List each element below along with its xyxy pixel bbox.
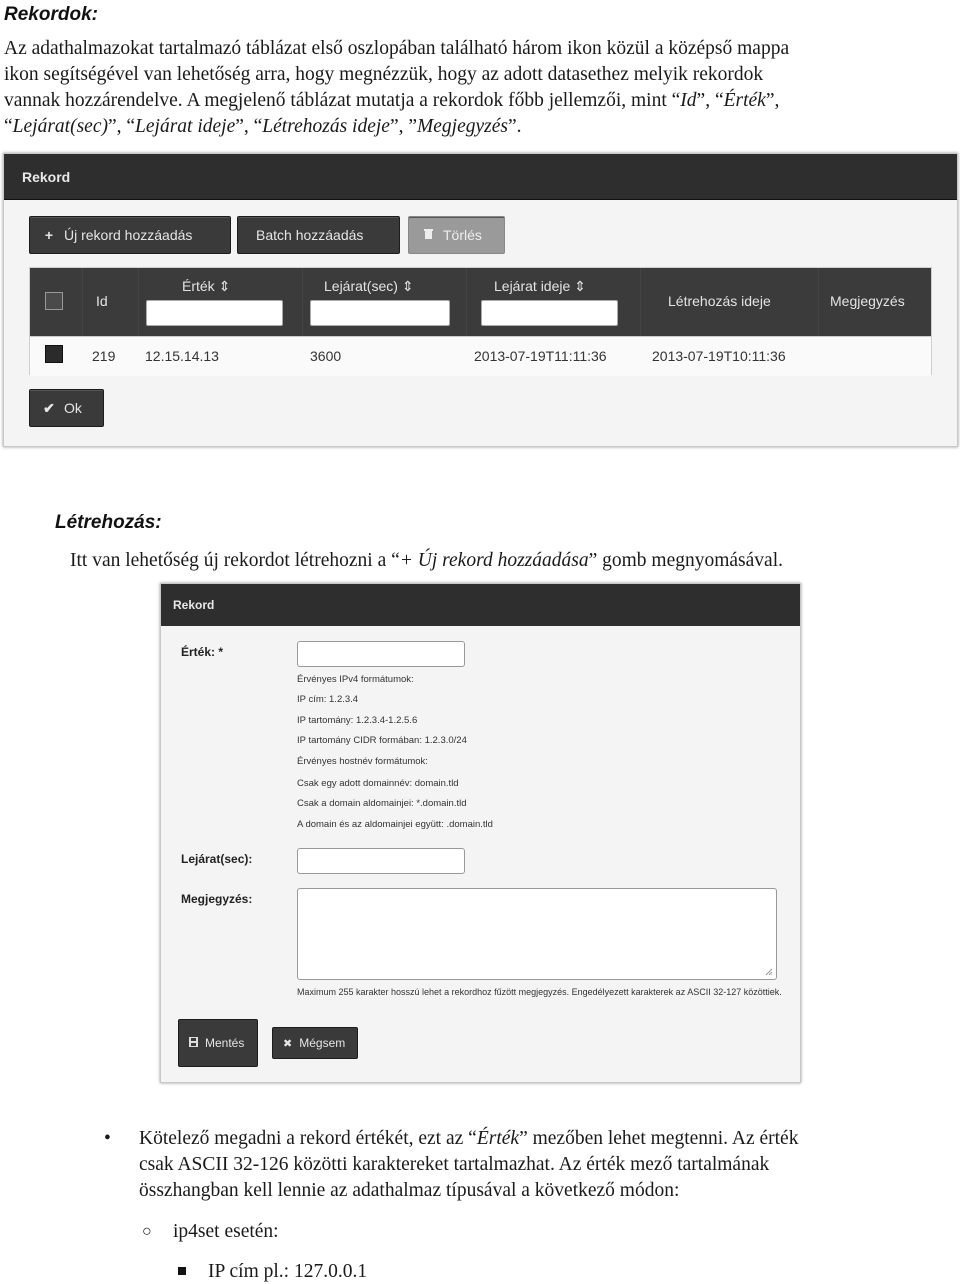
ertek-hint-3: IP tartomány: 1.2.3.4-1.2.5.6	[297, 715, 418, 726]
table-row[interactable]	[30, 336, 931, 376]
ertek-hint-2: IP cím: 1.2.3.4	[297, 694, 359, 705]
intro-line-4: “Lejárat(sec)”, “Lejárat ideje”, “Létrehozás ideje”, ”Megjegyzés”.	[4, 116, 522, 137]
intro-line-2: ikon segítségével van lehetőség arra, hogy megnézzük, hogy az adott datasethez melyik rekordok	[4, 64, 764, 85]
cell-ertek: 12.15.14.13	[145, 348, 219, 364]
megjegyzes-textarea[interactable]	[297, 888, 777, 980]
records-table	[29, 267, 932, 375]
col-id[interactable]: Id	[96, 293, 108, 309]
square-bullet-marker	[178, 1267, 186, 1275]
cell-id: 219	[92, 348, 116, 364]
records-table-header	[30, 268, 931, 336]
ertek-filter-input[interactable]	[146, 300, 283, 326]
col-letrehozas-ideje[interactable]: Létrehozás ideje	[668, 293, 771, 309]
sub-bullet-marker: ○	[142, 1223, 152, 1240]
sort-icon: ⇕	[218, 278, 231, 294]
check-icon: ✔	[43, 399, 55, 416]
megjegyzes-label: Megjegyzés:	[181, 892, 253, 906]
col-lejarat-ideje[interactable]: Lejárat ideje ⇕	[494, 278, 586, 294]
cell-lejarat-sec: 3600	[310, 348, 342, 364]
rekord-form-title: Rekord	[173, 598, 215, 612]
lejarat-ideje-filter-input[interactable]	[481, 300, 618, 326]
select-all-checkbox[interactable]	[45, 292, 63, 310]
col-ertek[interactable]: Érték ⇕	[182, 278, 231, 294]
list-item: Kötelező megadni a rekord értékét, ezt az “Érték” mezőben lehet megtenni. Az érték csak ASCII 32-126 közötti karaktereket tartalmazhat. Az érték mező tartalmának összhangban kell lennie az adathalmaz típusával a következő módon:	[139, 1128, 799, 1201]
lejarat-label: Lejárat(sec):	[181, 852, 253, 866]
sort-icon: ⇕	[574, 278, 586, 294]
delete-button[interactable]: Törlés	[408, 216, 505, 254]
ertek-input[interactable]	[297, 641, 465, 667]
trash-icon	[421, 228, 435, 243]
ertek-label: Érték: *	[181, 645, 224, 659]
rekord-list-titlebar	[4, 154, 957, 200]
batch-add-button[interactable]: Batch hozzáadás	[237, 216, 400, 254]
bullet-marker: •	[104, 1128, 111, 1149]
rekord-list-title: Rekord	[22, 169, 71, 185]
cell-lejarat-ideje: 2013-07-19T11:11:36	[474, 348, 607, 364]
close-icon: ✖	[283, 1037, 293, 1050]
ertek-hint-7: Csak a domain aldomainjei: *.domain.tld	[297, 798, 467, 809]
save-icon	[189, 1037, 198, 1050]
lejarat-sec-filter-input[interactable]	[310, 300, 450, 326]
list-item: ip4set esetén:	[173, 1221, 279, 1242]
row-checkbox[interactable]	[45, 345, 63, 363]
letrehozas-text: Itt van lehetőség új rekordot létrehozni a “+ Új rekord hozzáadása” gomb megnyomásával.	[70, 550, 784, 571]
rekordok-intro	[4, 36, 789, 140]
sort-icon: ⇕	[401, 278, 414, 294]
ertek-hint-8: A domain és az aldomainjei együtt: .domain.tld	[297, 819, 493, 830]
lejarat-input[interactable]	[297, 848, 465, 874]
save-button[interactable]: Mentés	[178, 1019, 258, 1067]
cell-letrehozas-ideje: 2013-07-19T10:11:36	[652, 348, 786, 364]
ertek-hint-1: Érvényes IPv4 formátumok:	[297, 674, 414, 685]
intro-line-1: Az adathalmazokat tartalmazó táblázat első oszlopában található három ikon közül a középső mappa	[4, 38, 790, 59]
rekord-list-screenshot	[3, 153, 958, 447]
col-megjegyzes[interactable]: Megjegyzés	[830, 293, 905, 309]
ertek-hint-4: IP tartomány CIDR formában: 1.2.3.0/24	[297, 735, 467, 746]
col-lejarat-sec[interactable]: Lejárat(sec) ⇕	[324, 278, 414, 294]
new-record-button[interactable]: + Új rekord hozzáadás	[29, 216, 231, 254]
list-item: IP cím pl.: 127.0.0.1	[208, 1261, 368, 1282]
resize-handle-icon[interactable]	[765, 968, 773, 976]
intro-line-3: vannak hozzárendelve. A megjelenő táblázat mutatja a rekordok főbb jellemzői, mint “Id”, “Érték”,	[4, 90, 780, 111]
rekord-form-screenshot	[160, 583, 801, 1083]
rekord-form-titlebar	[161, 584, 800, 626]
ertek-hint-5: Érvényes hostnév formátumok:	[297, 756, 428, 767]
megjegyzes-hint: Maximum 255 karakter hosszú lehet a rekordhoz fűzött megjegyzés. Engedélyezett karakterek az ASCII 32-127 közöttiek.	[297, 987, 782, 997]
letrehozas-heading: Létrehozás:	[55, 512, 162, 533]
ertek-hint-6: Csak egy adott domainnév: domain.tld	[297, 778, 459, 789]
ok-button[interactable]: ✔ Ok	[29, 389, 104, 427]
plus-icon: +	[44, 227, 54, 243]
rekordok-heading: Rekordok:	[4, 4, 98, 25]
cancel-button[interactable]: ✖ Mégsem	[272, 1027, 358, 1059]
